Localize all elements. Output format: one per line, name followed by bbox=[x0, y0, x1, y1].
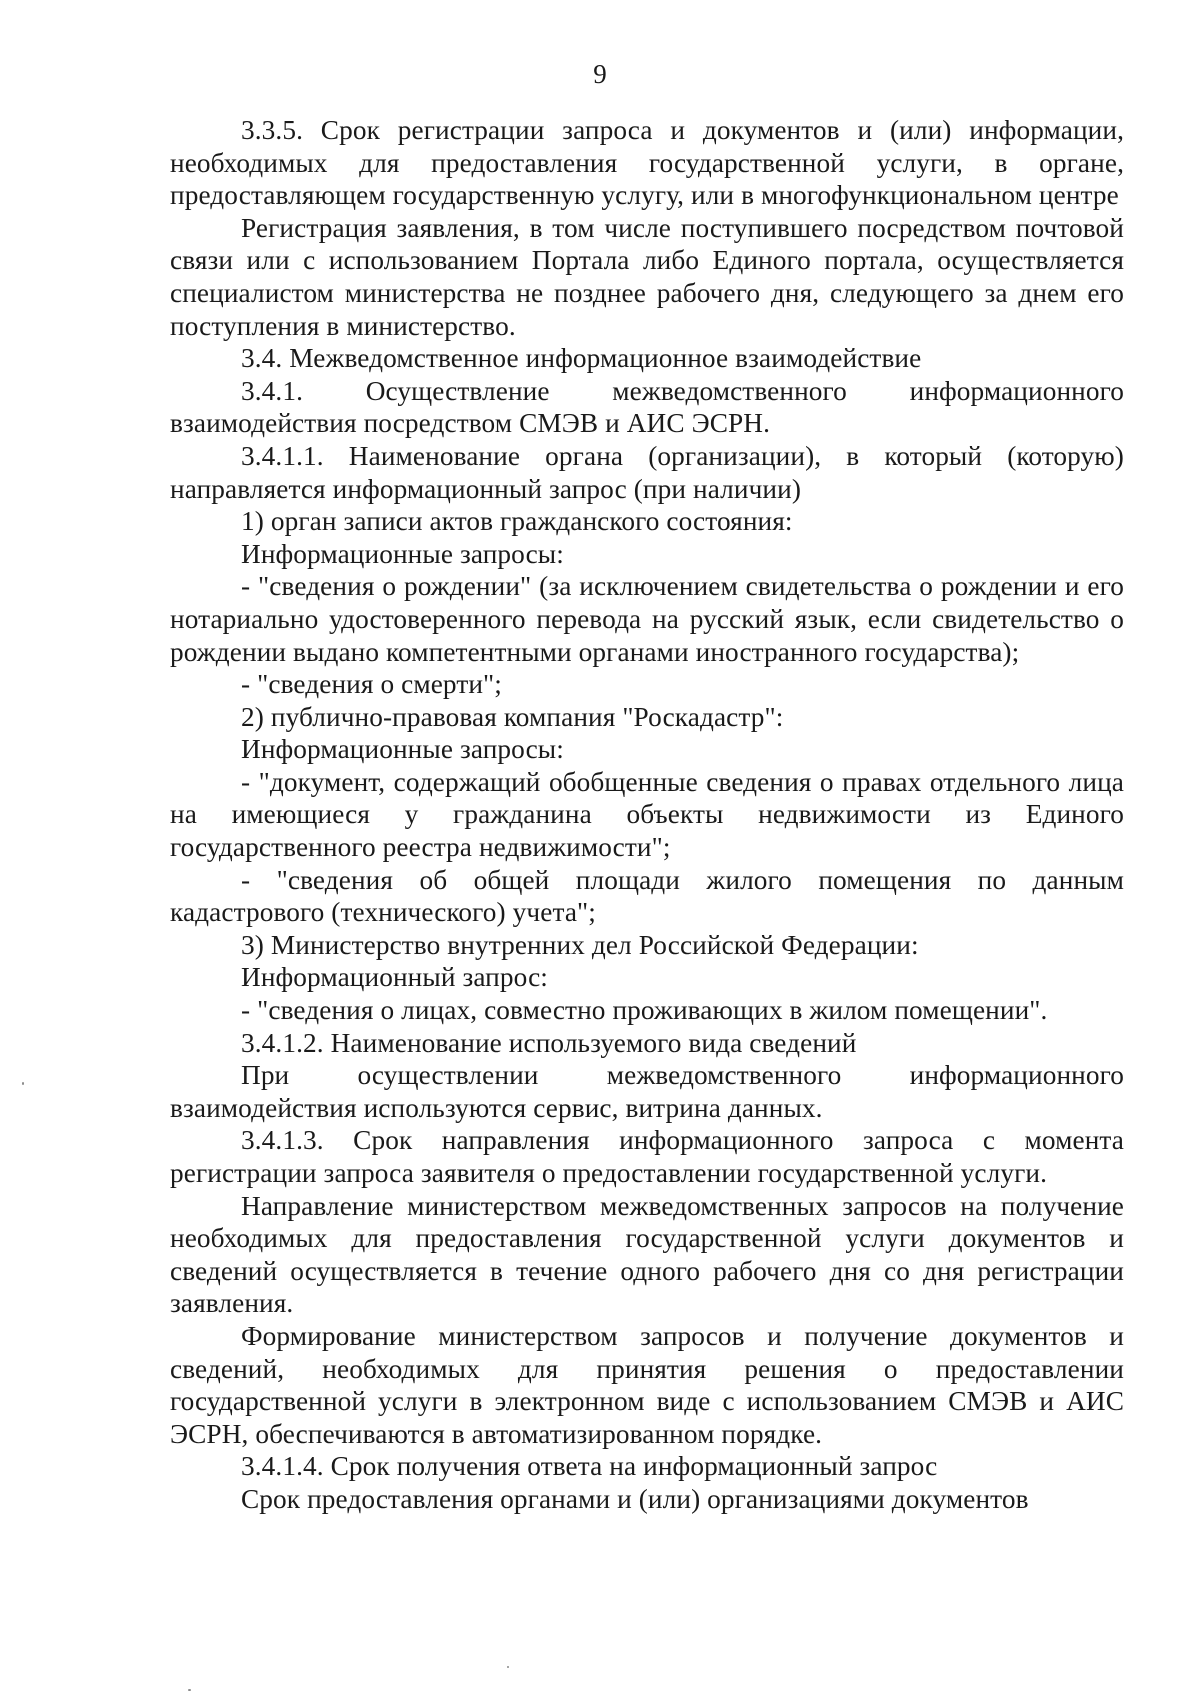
paragraph-3-3-5-heading: 3.3.5. Срок регистрации запроса и документов и (или) информации, необходимых для предоставления государственной услуги, в органе, предоставляющем государственную услугу, или в многофункциональном центре bbox=[170, 115, 1124, 211]
request-cohabitants: - "сведения о лицах, совместно проживающих в жилом помещении". bbox=[241, 995, 1048, 1026]
paragraph-service-showcase: При осуществлении межведомственного информационного взаимодействия используются сервис, витрина данных. bbox=[170, 1060, 1124, 1123]
scan-speck bbox=[507, 1666, 509, 1668]
request-death-info: - "сведения о смерти"; bbox=[241, 669, 502, 700]
paragraph-3-4-1: 3.4.1. Осуществление межведомственного информационного взаимодействия посредством СМЭВ и АИС ЭСРН. bbox=[170, 375, 1124, 439]
paragraph-3-4-1-2: 3.4.1.2. Наименование используемого вида сведений bbox=[241, 1027, 857, 1058]
request-property-rights: - "документ, содержащий обобщенные сведения о правах отдельного лица на имеющиеся у гражданина объекты недвижимости из Единого государственного реестра недвижимости"; bbox=[170, 766, 1124, 863]
label-info-request-3: Информационный запрос: bbox=[241, 962, 548, 993]
list-item-mvd: 3) Министерство внутренних дел Российской Федерации: bbox=[241, 929, 919, 960]
paragraph-3-4-1-4: 3.4.1.4. Срок получения ответа на информационный запрос bbox=[241, 1451, 938, 1482]
document-body bbox=[170, 114, 1124, 1516]
paragraph-response-deadline: Срок предоставления органами и (или) организациями документов bbox=[241, 1483, 1029, 1514]
list-item-civil-registry: 1) орган записи актов гражданского состояния: bbox=[241, 506, 793, 537]
paragraph-request-sending: Направление министерством межведомственных запросов на получение необходимых для предоставления государственной услуги документов и сведений осуществляется в течение одного рабочего дня со дня регистрации заявления. bbox=[170, 1190, 1124, 1319]
scan-speck bbox=[188, 1689, 191, 1691]
paragraph-3-4-1-3: 3.4.1.3. Срок направления информационного запроса с момента регистрации запроса заявителя о предоставлении государственной услуги. bbox=[170, 1125, 1124, 1188]
label-info-requests-2: Информационные запросы: bbox=[241, 734, 564, 765]
request-birth-info: - "сведения о рождении" (за исключением свидетельства о рождении и его нотариально удостоверенного перевода на русский язык, если свидетельство о рождении выдано компетентными органами иностранного государства); bbox=[170, 571, 1124, 667]
label-info-requests-1: Информационные запросы: bbox=[241, 538, 564, 569]
page-number: 9 bbox=[593, 59, 607, 89]
paragraph-automated-processing: Формирование министерством запросов и получение документов и сведений, необходимых для принятия решения о предоставлении государственной услуги в электронном виде с использованием СМЭВ и АИС ЭСРН, обеспечиваются в автоматизированном порядке. bbox=[170, 1320, 1124, 1449]
scan-speck bbox=[22, 1082, 24, 1085]
list-item-roskadastr: 2) публично-правовая компания "Роскадастр": bbox=[241, 701, 784, 732]
paragraph-3-4-1-1: 3.4.1.1. Наименование органа (организации), в который (которую) направляется информационный запрос (при наличии) bbox=[170, 440, 1124, 504]
paragraph-3-4-heading: 3.4. Межведомственное информационное взаимодействие bbox=[241, 343, 922, 374]
request-living-area: - "сведения об общей площади жилого помещения по данным кадастрового (технического) учета"; bbox=[170, 864, 1124, 928]
paragraph-registration: Регистрация заявления, в том числе поступившего посредством почтовой связи или с использованием Портала либо Единого портала, осуществляется специалистом министерства не позднее рабочего дня, следующего за днем его поступления в министерство. bbox=[170, 212, 1124, 341]
